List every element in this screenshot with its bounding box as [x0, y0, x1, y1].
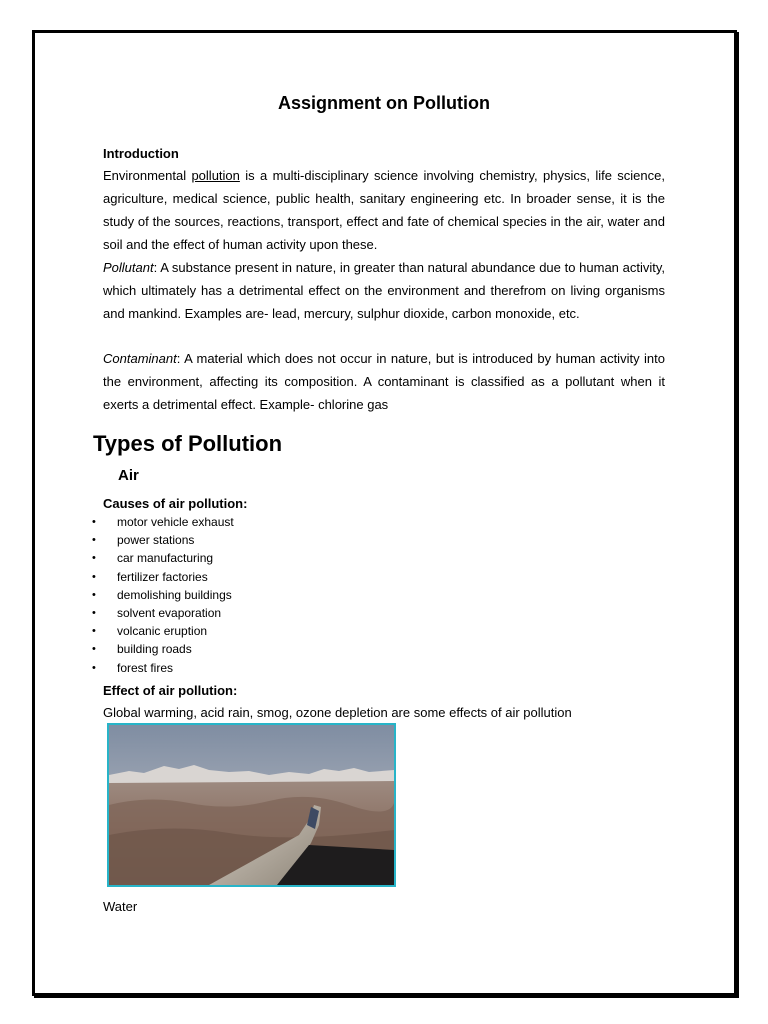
bullet-icon: •: [92, 570, 96, 583]
list-item: • building roads: [92, 642, 192, 657]
bullet-icon: •: [92, 661, 96, 674]
bullet-icon: •: [92, 516, 96, 528]
bullet-icon: •: [92, 643, 96, 656]
introduction-paragraph: Environmental pollution is a multi-disciplinary science involving chemistry, physics, life science, agriculture, medical science, public health, sanitary engineering etc. In broader sense, it is the study of the sources, reactions, transport, effect and fate of chemical species in the air, water and soil and the effect of human activity upon these.: [103, 168, 665, 252]
list-item: • demolishing buildings: [92, 587, 232, 602]
bullet-icon: •: [92, 588, 96, 601]
bullet-icon: •: [92, 552, 96, 565]
effect-heading: Effect of air pollution:: [103, 683, 238, 698]
list-item: • motor vehicle exhaust: [92, 515, 234, 529]
list-item: • solvent evaporation: [92, 605, 222, 620]
pollution-link[interactable]: pollution: [191, 168, 240, 183]
water-heading: Water: [103, 899, 138, 914]
haze-landscape-image: [109, 725, 394, 885]
effect-text: Global warming, acid rain, smog, ozone depletion are some effects of air pollution: [103, 705, 572, 720]
introduction-heading: Introduction: [103, 146, 179, 161]
causes-list: [90, 513, 234, 677]
bullet-icon: •: [92, 534, 96, 547]
list-item: • forest fires: [92, 660, 174, 675]
contaminant-term: Contaminant: [103, 351, 177, 366]
list-item: • fertilizer factories: [92, 569, 208, 584]
page-title: Assignment on Pollution: [278, 93, 490, 113]
list-item: • volcanic eruption: [92, 624, 208, 639]
contaminant-definition: Contaminant: A material which does not occur in nature, but is introduced by human activity into the environment, affecting its composition. A contaminant is classified as a pollutant when it exerts a detrimental effect. Example- chlorine gas: [103, 351, 665, 412]
list-item: • car manufacturing: [92, 551, 214, 566]
bullet-icon: •: [92, 606, 96, 619]
causes-heading: Causes of air pollution:: [103, 496, 248, 511]
pollutant-term: Pollutant: [103, 260, 154, 275]
list-item: • power stations: [92, 533, 195, 548]
air-heading: Air: [118, 467, 139, 484]
pollutant-definition: Pollutant: A substance present in nature, in greater than natural abundance due to human activity, which ultimately has a detrimental effect on the environment and therefrom on living organisms and mankind. Examples are- lead, mercury, sulphur dioxide, carbon monoxide, etc.: [103, 260, 665, 321]
bullet-icon: •: [92, 625, 96, 638]
types-of-pollution-heading: Types of Pollution: [93, 431, 283, 456]
air-pollution-photo: [107, 723, 396, 887]
